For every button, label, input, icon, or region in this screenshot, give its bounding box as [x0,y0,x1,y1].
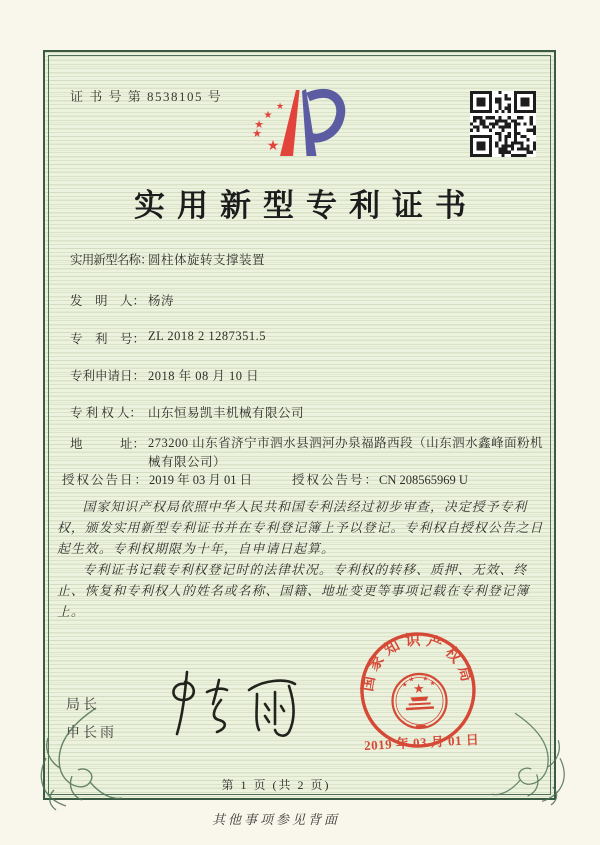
commissioner-block [66,690,117,746]
grant-number [292,470,468,488]
svg-text:★: ★ [266,138,280,154]
svg-text:★: ★ [401,680,408,689]
body-text [57,497,549,623]
certificate-title: 实用新型专利证书 [134,188,478,223]
svg-text:★: ★ [422,674,429,683]
commissioner-signature [163,666,308,744]
official-seal [344,616,493,765]
commissioner-name: 申长雨 [66,724,117,740]
commissioner-title: 局长 [66,696,100,712]
field-row-patentee [70,403,304,421]
field-value: ZL 2018 2 1287351.5 [148,329,267,343]
seal-text: 国家知识产权局 [360,632,476,693]
field-row-name [70,250,265,268]
grant-date [62,470,252,488]
field-label: 地 址： [70,437,146,451]
grant-number-label: 授权公告号： [292,473,380,487]
grant-date-label: 授权公告日： [62,473,150,487]
qr-code [470,91,536,157]
field-label: 专 利 号： [70,332,146,346]
field-row-inventor [70,291,174,309]
grant-number-value: CN 208565969 U [379,473,468,487]
field-value: 2018 年 08 月 10 日 [148,369,260,383]
seal-date: 2019 年 03 月 01 日 [363,731,480,753]
svg-text:★: ★ [254,118,264,131]
certificate-number: 证 书 号 第 8538105 号 [70,89,223,104]
body-paragraph-1: 国家知识产权局依照中华人民共和国专利法经过初步审查，决定授予专利权，颁发实用新型专利证书并在专利登记簿上予以登记。专利权自授权公告之日起生效。专利权期限为十年，自申请日起算。 [57,500,544,556]
svg-text:★: ★ [408,675,415,684]
field-label: 专利申请日： [70,369,146,383]
field-row-patent-no [70,329,266,347]
grant-date-value: 2019 年 03 月 01 日 [149,473,253,487]
svg-text:★: ★ [412,681,426,698]
field-row-address [70,434,546,472]
national-emblem-icon [391,673,448,730]
svg-text:★: ★ [275,102,285,112]
svg-text:★: ★ [263,110,273,121]
cnipa-logo-icon [230,76,370,178]
field-value: 山东恒易凯丰机械有限公司 [148,406,305,420]
field-row-filing-date [70,366,259,384]
page-number: 第 1 页 (共 2 页) [221,778,331,792]
field-label: 发 明 人： [70,294,146,308]
field-value: 杨涛 [148,294,175,308]
footer-note: 其他事项参见背面 [211,812,340,827]
field-value: 273200 山东省济宁市泗水县泗河办泉福路西段（山东泗水鑫峰面粉机械有限公司） [148,436,544,469]
svg-text:★: ★ [429,679,436,688]
field-label: 专 利 权 人： [70,406,142,420]
body-paragraph-2: 专利证书记载专利权登记时的法律状况。专利权的转移、质押、无效、终止、恢复和专利权人的姓名或名称、国籍、地址变更等事项记载在专利登记簿上。 [57,563,530,619]
field-value: 圆柱体旋转支撑装置 [148,253,266,267]
field-label: 实用新型名称： [70,253,152,267]
svg-text:★: ★ [252,127,262,140]
